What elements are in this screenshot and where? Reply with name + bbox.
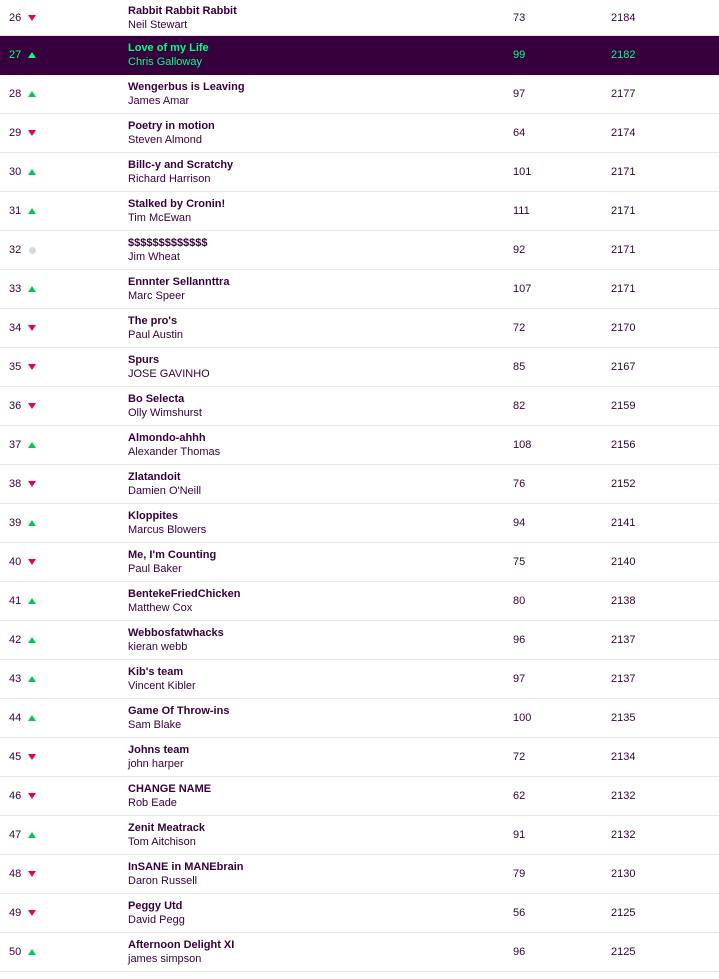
rank-number: 49 xyxy=(9,907,22,919)
gameweek-points: 91 xyxy=(513,829,526,841)
table-row[interactable] xyxy=(0,543,719,582)
team-cell xyxy=(128,236,208,264)
gameweek-points: 64 xyxy=(513,127,526,139)
rank-down-icon xyxy=(28,14,36,22)
manager-name: Neil Stewart xyxy=(128,18,188,31)
rank-up-icon xyxy=(28,207,36,215)
table-row[interactable] xyxy=(0,816,719,855)
team-name-link[interactable]: InSANE in MANEbrain xyxy=(128,861,244,873)
team-cell xyxy=(128,41,209,69)
gameweek-points: 99 xyxy=(513,49,526,61)
manager-name: Marcus Blowers xyxy=(128,524,207,536)
team-name-link[interactable]: Kib's team xyxy=(128,666,184,678)
manager-name: Chris Galloway xyxy=(128,56,202,68)
rank-same-icon xyxy=(28,246,36,254)
rank-number: 43 xyxy=(9,673,22,685)
manager-name: james simpson xyxy=(128,953,202,965)
table-row[interactable] xyxy=(0,465,719,504)
team-cell xyxy=(128,392,202,420)
team-cell xyxy=(128,860,244,888)
total-points: 2171 xyxy=(611,283,636,295)
rank-up-icon xyxy=(28,519,36,527)
team-name-link[interactable]: Zlatandoit xyxy=(128,471,181,483)
table-row[interactable] xyxy=(0,309,719,348)
total-points: 2132 xyxy=(611,829,636,841)
team-name-link[interactable]: CHANGE NAME xyxy=(128,783,212,795)
rank-up-icon xyxy=(28,948,36,956)
manager-name: Olly Wimshurst xyxy=(128,407,202,419)
gameweek-points: 108 xyxy=(513,439,532,451)
rank-up-icon xyxy=(28,831,36,839)
manager-name: kieran webb xyxy=(128,641,188,653)
total-points: 2125 xyxy=(611,946,636,958)
team-cell xyxy=(128,80,245,108)
rank-down-icon xyxy=(28,363,36,371)
manager-name: Sam Blake xyxy=(128,719,182,731)
total-points: 2174 xyxy=(611,127,636,139)
gameweek-points: 97 xyxy=(513,673,526,685)
team-name-link[interactable]: Poetry in motion xyxy=(128,120,215,132)
table-row[interactable] xyxy=(0,855,719,894)
manager-name: Marc Speer xyxy=(128,290,185,302)
team-name-link[interactable]: Wengerbus is Leaving xyxy=(128,81,245,93)
rank-down-icon xyxy=(28,792,36,800)
team-cell xyxy=(128,158,233,186)
gameweek-points: 56 xyxy=(513,907,526,919)
team-cell xyxy=(128,821,205,849)
team-name-link[interactable]: BentekeFriedChicken xyxy=(128,588,241,600)
rank-up-icon xyxy=(28,285,36,293)
gameweek-points: 96 xyxy=(513,634,526,646)
team-cell xyxy=(128,743,189,771)
team-name-link[interactable]: Me, I'm Counting xyxy=(128,549,217,561)
team-cell xyxy=(128,4,237,32)
team-name-link[interactable]: Billc-y and Scratchy xyxy=(128,159,234,171)
manager-name: Vincent Kibler xyxy=(128,680,196,692)
manager-name: David Pegg xyxy=(128,914,185,926)
total-points: 2135 xyxy=(611,712,636,724)
team-name-link[interactable]: Game Of Throw-ins xyxy=(128,705,230,717)
total-points: 2184 xyxy=(611,11,636,24)
table-row[interactable] xyxy=(0,387,719,426)
table-row[interactable] xyxy=(0,894,719,933)
gameweek-points: 97 xyxy=(513,88,526,100)
rank-number: 30 xyxy=(9,166,22,178)
rank-up-icon xyxy=(28,597,36,605)
gameweek-points: 75 xyxy=(513,556,526,568)
rank-number: 47 xyxy=(9,829,22,841)
rank-down-icon xyxy=(28,909,36,917)
team-name-link[interactable]: Love of my Life xyxy=(128,42,209,54)
gameweek-points: 96 xyxy=(513,946,526,958)
team-cell xyxy=(128,509,206,537)
rank-number: 33 xyxy=(9,283,22,295)
rank-number: 41 xyxy=(9,595,22,607)
total-points: 2171 xyxy=(611,244,636,256)
team-cell xyxy=(128,938,234,966)
total-points: 2159 xyxy=(611,400,636,412)
team-name-link[interactable]: Peggy Utd xyxy=(128,900,183,912)
team-name-link[interactable]: $$$$$$$$$$$$$ xyxy=(128,237,208,249)
table-row[interactable] xyxy=(0,231,719,270)
table-row[interactable] xyxy=(0,777,719,816)
total-points: 2140 xyxy=(611,556,636,568)
team-cell xyxy=(128,197,225,225)
table-row[interactable] xyxy=(0,426,719,465)
gameweek-points: 94 xyxy=(513,517,526,529)
rank-number: 27 xyxy=(9,49,22,61)
manager-name: JOSE GAVINHO xyxy=(128,368,210,380)
rank-up-icon xyxy=(28,636,36,644)
rank-down-icon xyxy=(28,129,36,137)
rank-number: 26 xyxy=(9,11,22,24)
team-name-link[interactable]: Webbosfatwhacks xyxy=(128,627,224,639)
gameweek-points: 92 xyxy=(513,244,526,256)
table-row[interactable] xyxy=(0,699,719,738)
gameweek-points: 100 xyxy=(513,712,532,724)
rank-number: 46 xyxy=(9,790,22,802)
rank-number: 28 xyxy=(9,88,22,100)
team-name-link[interactable]: Johns team xyxy=(128,744,190,756)
manager-name: Rob Eade xyxy=(128,797,177,809)
rank-number: 39 xyxy=(9,517,22,529)
table-row[interactable] xyxy=(0,933,719,972)
gameweek-points: 72 xyxy=(513,322,526,334)
gameweek-points: 76 xyxy=(513,478,526,490)
rank-down-icon xyxy=(28,558,36,566)
table-row[interactable] xyxy=(0,0,719,36)
rank-up-icon xyxy=(28,441,36,449)
rank-up-icon xyxy=(28,714,36,722)
team-name-link[interactable]: Zenit Meatrack xyxy=(128,822,206,834)
team-name-link[interactable]: Rabbit Rabbit Rabbit xyxy=(128,4,237,17)
rank-number: 35 xyxy=(9,361,22,373)
team-cell xyxy=(128,314,183,342)
manager-name: Damien O'Neill xyxy=(128,485,202,497)
rank-number: 29 xyxy=(9,127,22,139)
rank-number: 50 xyxy=(9,946,22,958)
team-name-link[interactable]: Almondo-ahhh xyxy=(128,432,206,444)
rank-number: 48 xyxy=(9,868,22,880)
total-points: 2177 xyxy=(611,88,636,100)
rank-number: 34 xyxy=(9,322,22,334)
rank-up-icon xyxy=(28,90,36,98)
rank-number: 32 xyxy=(9,244,22,256)
team-name-link[interactable]: Bo Selecta xyxy=(128,393,185,405)
gameweek-points: 85 xyxy=(513,361,526,373)
total-points: 2137 xyxy=(611,673,636,685)
rank-up-icon xyxy=(28,675,36,683)
total-points: 2167 xyxy=(611,361,636,373)
team-cell xyxy=(128,353,210,381)
total-points: 2137 xyxy=(611,634,636,646)
table-row[interactable] xyxy=(0,348,719,387)
manager-name: Richard Harrison xyxy=(128,173,211,185)
team-cell xyxy=(128,626,224,654)
manager-name: Matthew Cox xyxy=(128,602,193,614)
gameweek-points: 80 xyxy=(513,595,526,607)
rank-down-icon xyxy=(28,402,36,410)
rank-down-icon xyxy=(28,480,36,488)
rank-number: 36 xyxy=(9,400,22,412)
rank-number: 44 xyxy=(9,712,22,724)
gameweek-points: 101 xyxy=(513,166,532,178)
rank-up-icon xyxy=(28,168,36,176)
rank-down-icon xyxy=(28,753,36,761)
rank-down-icon xyxy=(28,324,36,332)
gameweek-points: 73 xyxy=(513,11,526,24)
gameweek-points: 111 xyxy=(513,205,530,217)
table-row[interactable] xyxy=(0,153,719,192)
team-name-link[interactable]: Stalked by Cronin! xyxy=(128,198,226,210)
rank-number: 45 xyxy=(9,751,22,763)
manager-name: Jim Wheat xyxy=(128,251,180,263)
manager-name: James Amar xyxy=(128,95,190,107)
team-cell xyxy=(128,665,196,693)
rank-number: 40 xyxy=(9,556,22,568)
manager-name: Paul Baker xyxy=(128,563,182,575)
team-cell xyxy=(128,470,201,498)
gameweek-points: 82 xyxy=(513,400,526,412)
rank-number: 31 xyxy=(9,205,22,217)
team-name-link[interactable]: The pro's xyxy=(128,315,178,327)
total-points: 2138 xyxy=(611,595,636,607)
rank-number: 37 xyxy=(9,439,22,451)
manager-name: Paul Austin xyxy=(128,329,184,341)
manager-name: Steven Almond xyxy=(128,134,202,146)
team-cell xyxy=(128,899,185,927)
table-row[interactable] xyxy=(0,621,719,660)
total-points: 2170 xyxy=(611,322,636,334)
rank-down-icon xyxy=(28,870,36,878)
gameweek-points: 107 xyxy=(513,283,532,295)
team-name-link[interactable]: Spurs xyxy=(128,354,160,366)
manager-name: Tom Aitchison xyxy=(128,836,196,848)
rank-number: 38 xyxy=(9,478,22,490)
rank-number: 42 xyxy=(9,634,22,646)
manager-name: john harper xyxy=(128,758,184,770)
table-row[interactable] xyxy=(0,504,719,543)
total-points: 2125 xyxy=(611,907,636,919)
total-points: 2152 xyxy=(611,478,636,490)
team-cell xyxy=(128,275,229,303)
table-row[interactable] xyxy=(0,270,719,309)
team-cell xyxy=(128,119,215,147)
table-row[interactable] xyxy=(0,75,719,114)
manager-name: Alexander Thomas xyxy=(128,446,221,458)
table-row[interactable] xyxy=(0,660,719,699)
rank-up-icon xyxy=(28,51,36,59)
total-points: 2141 xyxy=(611,517,636,529)
total-points: 2156 xyxy=(611,439,636,451)
team-name-link[interactable]: Ennnter Sellannttra xyxy=(128,276,230,288)
table-row[interactable] xyxy=(0,114,719,153)
total-points: 2132 xyxy=(611,790,636,802)
gameweek-points: 62 xyxy=(513,790,526,802)
team-cell xyxy=(128,587,240,615)
manager-name: Daron Russell xyxy=(128,875,198,887)
team-cell xyxy=(128,782,211,810)
team-name-link[interactable]: Afternoon Delight XI xyxy=(128,939,235,951)
manager-name: Tim McEwan xyxy=(128,212,192,224)
total-points: 2134 xyxy=(611,751,636,763)
gameweek-points: 72 xyxy=(513,751,526,763)
team-cell xyxy=(128,704,229,732)
team-name-link[interactable]: Kloppites xyxy=(128,510,179,522)
table-row[interactable] xyxy=(0,582,719,621)
team-cell xyxy=(128,431,220,459)
team-cell xyxy=(128,548,216,576)
total-points: 2130 xyxy=(611,868,636,880)
table-row[interactable] xyxy=(0,738,719,777)
total-points: 2171 xyxy=(611,166,636,178)
gameweek-points: 79 xyxy=(513,868,526,880)
total-points: 2171 xyxy=(611,205,636,217)
table-row-selected[interactable] xyxy=(0,36,719,75)
table-row[interactable] xyxy=(0,192,719,231)
total-points: 2182 xyxy=(611,49,636,61)
